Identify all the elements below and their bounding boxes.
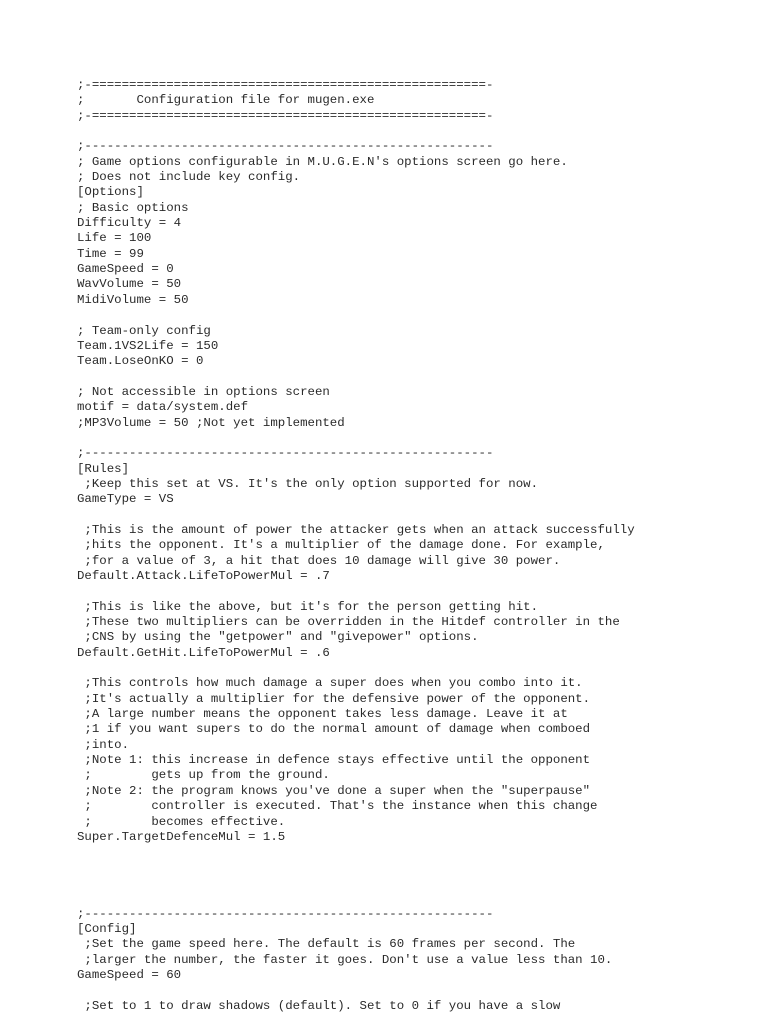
text-line: ;Set the game speed here. The default is 60 frames per second. The: [77, 937, 576, 952]
text-line: [77, 983, 747, 998]
text-line: ; Basic options: [77, 200, 189, 215]
text-line: GameSpeed = 0: [77, 262, 174, 277]
text-line: [77, 431, 747, 446]
text-line: [77, 876, 747, 891]
text-line: Team.LoseOnKO = 0: [77, 354, 204, 369]
text-line: WavVolume = 50: [77, 277, 182, 292]
text-line: GameSpeed = 60: [77, 967, 182, 982]
text-line: ; becomes effective.: [77, 814, 286, 829]
text-line: ;hits the opponent. It's a multiplier of the damage done. For example,: [77, 538, 605, 553]
text-line: ;-=====================================================-: [77, 78, 494, 92]
text-line: ;Set to 1 to draw shadows (default). Set to 0 if you have a slow: [77, 998, 561, 1013]
text-line: [77, 891, 747, 906]
text-line: ;-------------------------------------------------------: [77, 139, 494, 154]
text-line: [77, 861, 747, 876]
text-line: ; Team-only config: [77, 323, 211, 338]
text-line: [77, 370, 747, 385]
text-line: motif = data/system.def: [77, 400, 249, 415]
text-line: Default.Attack.LifeToPowerMul = .7: [77, 569, 330, 583]
text-line: ;for a value of 3, a hit that does 10 damage will give 30 power.: [77, 553, 561, 568]
text-line: [Config]: [77, 921, 137, 936]
text-line: ; Does not include key config.: [77, 170, 301, 185]
text-line: ;into.: [77, 737, 130, 752]
config-file-text: [77, 78, 747, 1014]
text-line: Difficulty = 4: [77, 216, 182, 231]
text-line: ;-------------------------------------------------------: [77, 906, 494, 921]
text-line: ;This is the amount of power the attacker gets when an attack successfully: [77, 522, 635, 537]
text-line: Super.TargetDefenceMul = 1.5: [77, 829, 286, 844]
text-line: [Options]: [77, 185, 144, 200]
text-line: [Rules]: [77, 461, 130, 476]
text-line: ;This is like the above, but it's for the person getting hit.: [77, 599, 539, 614]
text-line: ; Not accessible in options screen: [77, 384, 330, 399]
text-line: [77, 508, 747, 523]
text-line: [77, 661, 747, 676]
text-line: [77, 584, 747, 599]
text-line: ;larger the number, the faster it goes. Don't use a value less than 10.: [77, 952, 613, 967]
text-line: ; Configuration file for mugen.exe: [77, 93, 375, 108]
text-line: MidiVolume = 50: [77, 292, 189, 307]
text-line: ; gets up from the ground.: [77, 768, 330, 783]
text-line: ;Note 2: the program knows you've done a super when the "superpause": [77, 783, 591, 798]
text-line: ;These two multipliers can be overridden in the Hitdef controller in the: [77, 615, 620, 630]
text-line: Default.GetHit.LifeToPowerMul = .6: [77, 645, 330, 660]
text-line: ;This controls how much damage a super does when you combo into it.: [77, 676, 583, 691]
text-line: ;Note 1: this increase in defence stays effective until the opponent: [77, 753, 591, 768]
text-line: ; controller is executed. That's the instance when this change: [77, 799, 598, 814]
text-line: ;MP3Volume = 50 ;Not yet implemented: [77, 415, 345, 430]
text-line: [77, 845, 747, 860]
text-line: [77, 308, 747, 323]
text-line: ;Keep this set at VS. It's the only option supported for now.: [77, 476, 539, 491]
text-line: ;CNS by using the "getpower" and "givepower" options.: [77, 630, 479, 645]
text-line: ;A large number means the opponent takes less damage. Leave it at: [77, 707, 568, 722]
text-line: [77, 124, 747, 139]
text-line: ;It's actually a multiplier for the defensive power of the opponent.: [77, 691, 591, 706]
text-line: Team.1VS2Life = 150: [77, 338, 219, 353]
text-line: ;-=====================================================-: [77, 108, 494, 123]
text-line: ;-------------------------------------------------------: [77, 446, 494, 461]
text-line: Time = 99: [77, 246, 144, 261]
text-line: ;1 if you want supers to do the normal amount of damage when comboed: [77, 722, 591, 737]
text-line: ; Game options configurable in M.U.G.E.N's options screen go here.: [77, 154, 568, 169]
text-line: Life = 100: [77, 231, 152, 246]
text-line: GameType = VS: [77, 492, 174, 507]
